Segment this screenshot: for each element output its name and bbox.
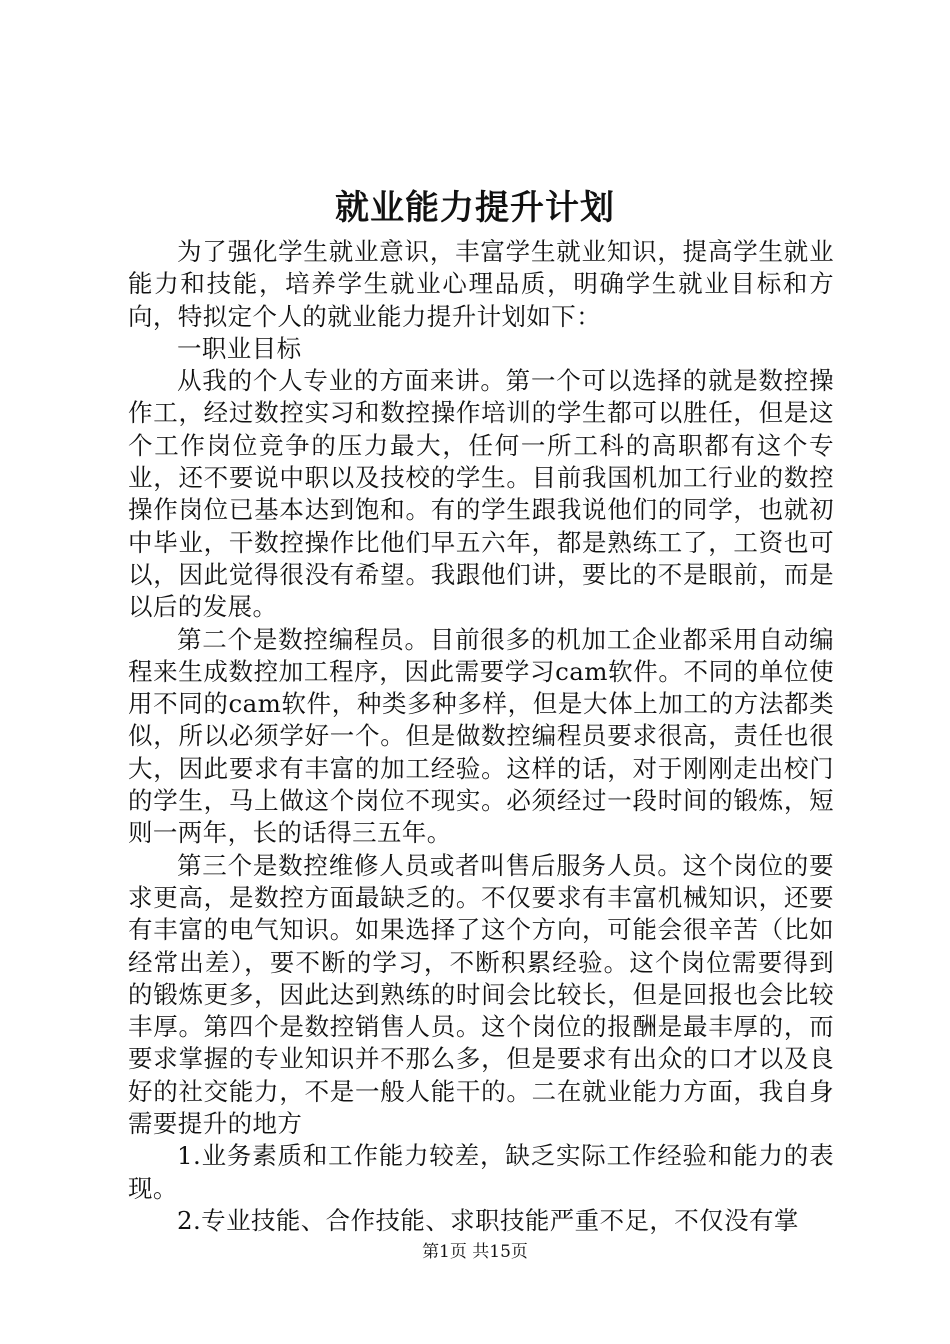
intro-paragraph: 为了强化学生就业意识，丰富学生就业知识，提高学生就业能力和技能，培养学生就业心理品质，明确学生就业目标和方向，特拟定个人的就业能力提升计划如下：	[128, 237, 834, 331]
paragraph-cnc-maintenance: 第三个是数控维修人员或者叫售后服务人员。这个岗位的要求更高，是数控方面最缺乏的。不仅要求有丰富机械知识，还要有丰富的电气知识。如果选择了这个方向，可能会很辛苦（比如经常出差），要不断的学习，不断积累经验。这个岗位需要得到的锻炼更多，因此达到熟练的时间会比较长，但是回报也会比较丰厚。第四个是数控销售人员。这个岗位的报酬是最丰厚的，而要求掌握的专业知识并不那么多，但是要求有出众的口才以及良好的社交能力，不是一般人能干的。二在就业能力方面，我自身需要提升的地方	[128, 850, 834, 1139]
list-item-1: 1.业务素质和工作能力较差，缺乏实际工作经验和能力的表现。	[128, 1141, 834, 1203]
document-body	[128, 236, 834, 1237]
section-heading-career-goal: 一职业目标	[177, 333, 302, 363]
paragraph-cnc-programmer: 第二个是数控编程员。目前很多的机加工企业都采用自动编程来生成数控加工程序，因此需要学习cam软件。不同的单位使用不同的cam软件，种类多种多样，但是大体上加工的方法都类似，所以必须学好一个。但是做数控编程员要求很高，责任也很大，因此要求有丰富的加工经验。这样的话，对于刚刚走出校门的学生，马上做这个岗位不现实。必须经过一段时间的锻炼，短则一两年，长的话得三五年。	[128, 624, 834, 848]
page-footer: 第1页 共15页	[422, 1242, 528, 1262]
document-title: 就业能力提升计划	[335, 188, 615, 228]
paragraph-cnc-operator: 从我的个人专业的方面来讲。第一个可以选择的就是数控操作工，经过数控实习和数控操作培训的学生都可以胜任，但是这个工作岗位竞争的压力最大，任何一所工科的高职都有这个专业，还不要说中职以及技校的学生。目前我国机加工行业的数控操作岗位已基本达到饱和。有的学生跟我说他们的同学，也就初中毕业，干数控操作比他们早五六年，都是熟练工了，工资也可以，因此觉得很没有希望。我跟他们讲，要比的不是眼前，而是以后的发展。	[128, 366, 834, 622]
list-item-2: 2.专业技能、合作技能、求职技能严重不足，不仅没有掌	[177, 1205, 799, 1235]
